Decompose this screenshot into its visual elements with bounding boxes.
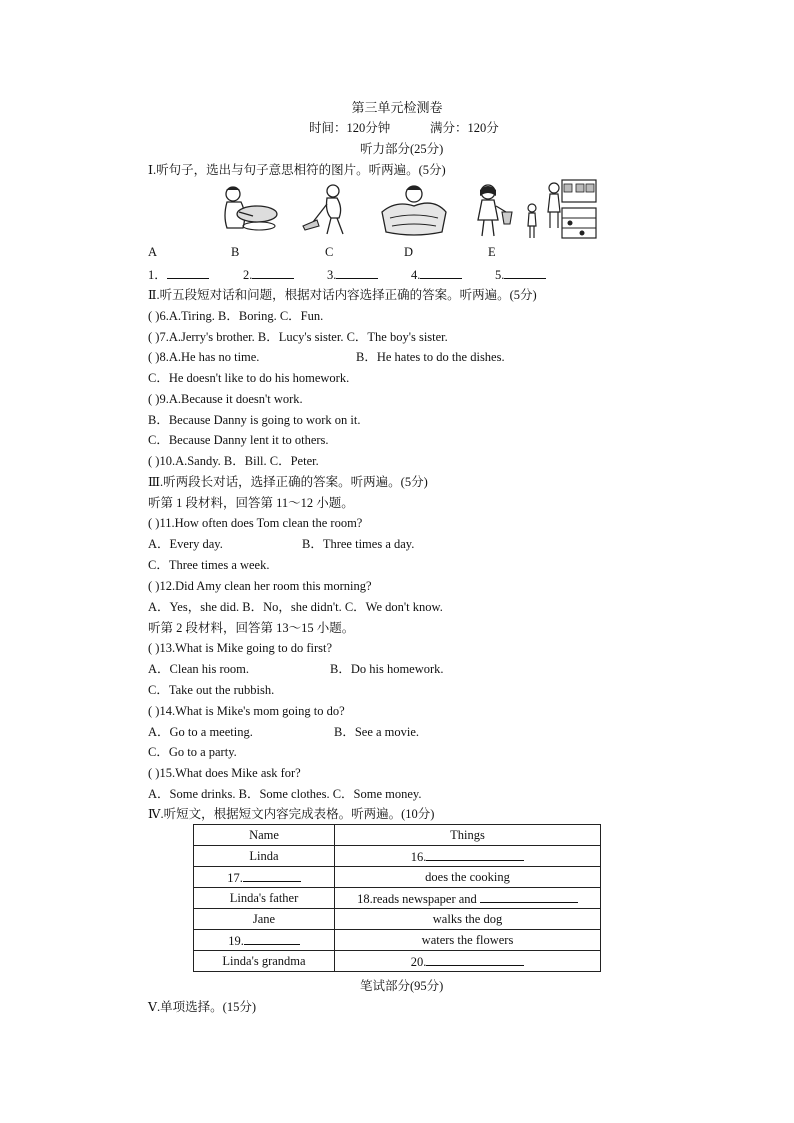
question-7: ( )7.A.Jerry's brother. B．Lucy's sister. C．The boy's sister. [148, 330, 448, 344]
question-11-option-c: C．Three times a week. [148, 558, 270, 572]
section4-heading: Ⅳ.听短文，根据短文内容完成表格。听两遍。(10分) [148, 807, 435, 821]
time-limit: 时间：120分钟 [309, 121, 391, 135]
question-9: ( )9.A.Because it doesn't work. [148, 392, 303, 406]
person-folding-clothes-icon [376, 182, 452, 240]
question-12: ( )12.Did Amy clean her room this morning? [148, 579, 372, 593]
question-14-option-a: A．Go to a meeting. [148, 725, 253, 739]
section1-heading: Ⅰ.听句子，选出与句子意思相符的图片。听两遍。(5分) [148, 163, 446, 177]
section2-heading: Ⅱ.听五段短对话和问题，根据对话内容选择正确的答案。听两遍。(5分) [148, 288, 537, 302]
question-9-option-b: B．Because Danny is going to work on it. [148, 413, 361, 427]
question-15: ( )15.What does Mike ask for? [148, 766, 301, 780]
table-cell: Linda's grandma [194, 951, 335, 972]
question-9-option-c: C．Because Danny lent it to others. [148, 433, 329, 447]
question-14: ( )14.What is Mike's mom going to do? [148, 704, 345, 718]
question-8-option-c: C．He doesn't like to do his homework. [148, 371, 350, 385]
boy-washing-dishes-icon [213, 182, 281, 238]
boy-sweeping-floor-icon [297, 182, 359, 238]
picture-label-d: D [404, 245, 414, 259]
table-cell-blank-20[interactable]: 20. [335, 951, 601, 972]
question-11: ( )11.How often does Tom clean the room? [148, 516, 363, 530]
table-cell-blank-18[interactable]: 18.reads newspaper and [335, 888, 601, 909]
material-2-intro: 听第 2 段材料，回答第 13～15 小题。 [148, 621, 355, 635]
table-cell: Jane [194, 909, 335, 930]
question-12-options: A．Yes，she did. B．No，she didn't. C．We don't know. [148, 600, 443, 614]
question-8: ( )8.A.He has no time. [148, 350, 260, 364]
material-1-intro: 听第 1 段材料，回答第 11～12 小题。 [148, 496, 354, 510]
question-13-option-a: A．Clean his room. [148, 662, 250, 676]
picture-label-a: A [148, 245, 158, 259]
table-cell-blank-16[interactable]: 16. [335, 846, 601, 867]
section5-heading: Ⅴ.单项选择。(15分) [148, 1000, 256, 1014]
question-8-option-b: B．He hates to do the dishes. [356, 350, 505, 364]
listening-part-title: 听力部分(25分) [360, 142, 444, 156]
answer-blank-1[interactable]: 1． [148, 266, 209, 283]
table-row [194, 888, 601, 909]
table-header-things: Things [335, 825, 601, 846]
table-cell: walks the dog [335, 909, 601, 930]
question-14-option-b: B．See a movie. [334, 725, 420, 739]
question-13-option-b: B．Do his homework. [330, 662, 444, 676]
table-row [194, 930, 601, 951]
table-row [194, 846, 601, 867]
question-13: ( )13.What is Mike going to do first? [148, 641, 332, 655]
question-10: ( )10.A.Sandy. B．Bill. C．Peter. [148, 454, 319, 468]
table-cell-blank-19[interactable]: 19. [194, 930, 335, 951]
question-11-option-a: A．Every day. [148, 537, 223, 551]
answer-blank-4[interactable]: 4. [411, 266, 462, 283]
table-cell: waters the flowers [335, 930, 601, 951]
answer-blank-3[interactable]: 3. [327, 266, 378, 283]
table-cell: does the cooking [335, 867, 601, 888]
question-6: ( )6.A.Tiring. B．Boring. C．Fun. [148, 309, 324, 323]
picture-label-e: E [488, 245, 496, 259]
question-11-option-b: B．Three times a day. [302, 537, 415, 551]
page-title: 第三单元检测卷 [351, 100, 443, 115]
table-cell-blank-17[interactable]: 17. [194, 867, 335, 888]
question-13-option-c: C．Take out the rubbish. [148, 683, 275, 697]
picture-label-b: B [231, 245, 240, 259]
answer-blank-2[interactable]: 2. [243, 266, 294, 283]
table-row [194, 951, 601, 972]
question-14-option-c: C．Go to a party. [148, 745, 237, 759]
section3-heading: Ⅲ.听两段长对话，选择正确的答案。听两遍。(5分) [148, 475, 428, 489]
table-cell: Linda's father [194, 888, 335, 909]
girl-carrying-trash-icon [470, 182, 516, 240]
written-part-title: 笔试部分(95分) [360, 979, 444, 993]
full-score: 满分：120分 [430, 121, 499, 135]
table-header-name: Name [194, 825, 335, 846]
table-cell: Linda [194, 846, 335, 867]
table-row [194, 909, 601, 930]
answer-blank-5[interactable]: 5. [495, 266, 546, 283]
question-15-options: A．Some drinks. B．Some clothes. C．Some money. [148, 787, 422, 801]
family-at-kitchen-icon [520, 178, 598, 240]
table-row [194, 867, 601, 888]
listening-table [193, 824, 601, 972]
picture-label-c: C [325, 245, 334, 259]
table-header-row [194, 825, 601, 846]
